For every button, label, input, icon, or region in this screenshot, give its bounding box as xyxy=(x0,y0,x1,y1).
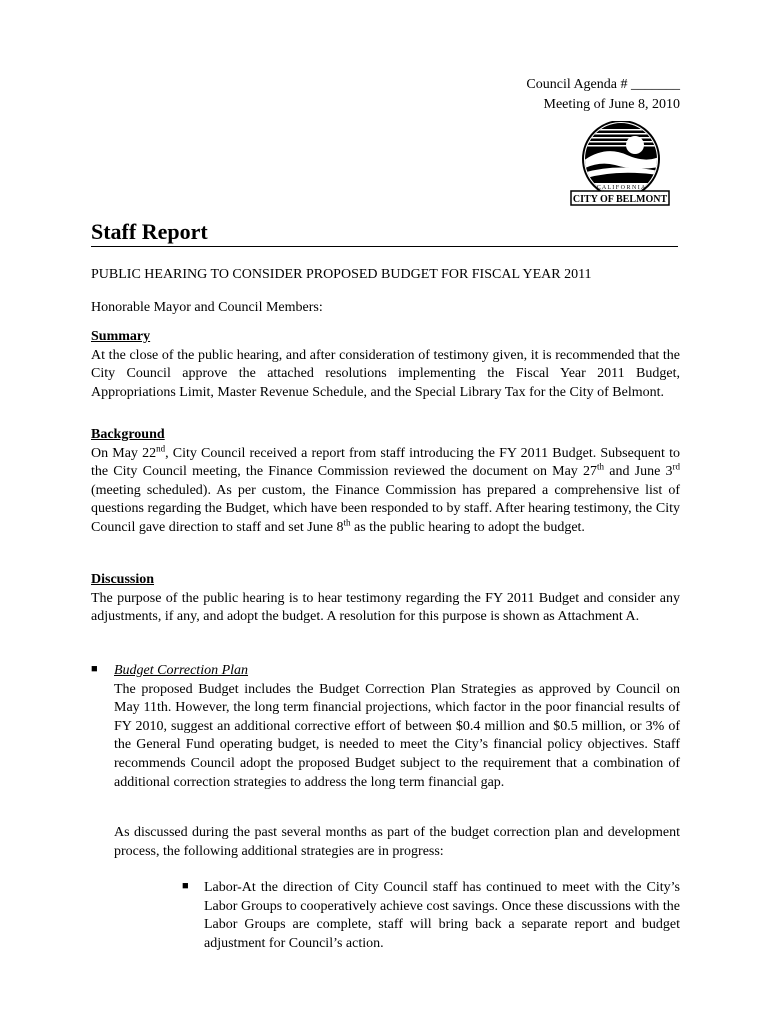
meeting-header xyxy=(526,75,680,115)
background-body: On May 22nd, City Council received a report from staff introducing the FY 2011 Budget. Subsequent to the City Council meeting, the Finance Commission reviewed the document on May 27th and June 3rd (meeting scheduled). As per custom, the Finance Commission has prepared a comprehensive list of questions regarding the Budget, which have been responded to by staff. After hearing testimony, the City Council gave direction to staff and set June 8th as the public hearing to adopt the budget. xyxy=(91,442,680,535)
city-seal-logo xyxy=(565,121,673,207)
background-section xyxy=(91,426,680,538)
summary-body: At the close of the public hearing, and after consideration of testimony given, it is recommended that the City Council approve the attached resolutions implementing the Fiscal Year 2011 Budget, Appropriations Limit, Master Revenue Schedule, and the Special Library Tax for the City of Belmont. xyxy=(91,347,680,400)
sub-bullet-marker-icon: ■ xyxy=(182,880,189,892)
summary-section xyxy=(91,328,680,402)
background-heading: Background xyxy=(91,427,165,442)
salutation: Honorable Mayor and Council Members: xyxy=(91,300,323,315)
discussion-body: The purpose of the public hearing is to hear testimony regarding the FY 2011 Budget and consider any adjustments, if any, and adopt the budget. A resolution for this purpose is shown as Attachment A. xyxy=(91,590,680,625)
meeting-date: Meeting of June 8, 2010 xyxy=(543,97,680,112)
agenda-number: Council Agenda # _______ xyxy=(526,77,680,92)
labor-strategy-item: Labor-At the direction of City Council staff has continued to meet with the City’s Labor Groups to cooperatively achieve cost savings. Once these discussions with the Labor Groups are complete, staff will bring back a separate report and budget adjustment for Council’s action. xyxy=(204,880,680,951)
report-title-bar xyxy=(91,218,678,247)
seal-state-text: C A L I F O R N I A xyxy=(596,185,646,191)
discussion-section xyxy=(91,571,680,627)
subject-line: PUBLIC HEARING TO CONSIDER PROPOSED BUDGET FOR FISCAL YEAR 2011 xyxy=(91,267,592,282)
seal-city-name: CITY OF BELMONT xyxy=(572,194,668,205)
page-title: Staff Report xyxy=(91,219,208,244)
bullet-marker-icon: ■ xyxy=(91,663,98,675)
strategies-intro: As discussed during the past several months as part of the budget correction plan and development process, the following additional strategies are in progress: xyxy=(114,825,680,859)
discussion-heading: Discussion xyxy=(91,572,155,587)
budget-correction-item xyxy=(114,662,680,792)
summary-heading: Summary xyxy=(91,329,151,344)
budget-correction-body: The proposed Budget includes the Budget Correction Plan Strategies as approved by Council on May 11th. However, the long term financial projections, which factor in the poor financial results of FY 2010, suggest an additional corrective effort of between $0.4 million and $0.5 million, or 3% of the General Fund operating budget, is needed to meet the City’s financial policy objectives. Staff recommends Council adopt the proposed Budget subject to the requirement that a combination of additional correction strategies to address the long term financial gap. xyxy=(114,681,680,790)
budget-correction-title: Budget Correction Plan xyxy=(114,663,249,678)
